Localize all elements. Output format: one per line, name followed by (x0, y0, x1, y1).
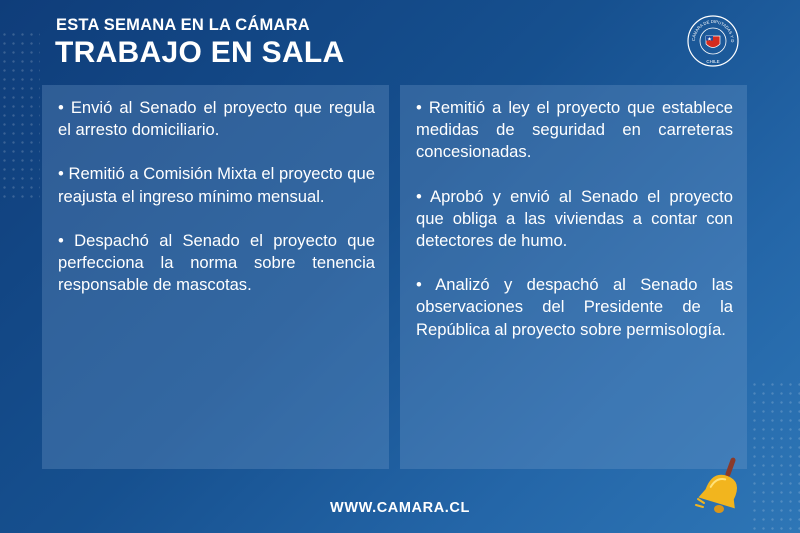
chamber-seal-icon (686, 14, 740, 68)
decorative-dots-left (0, 30, 40, 200)
svg-text:CÁMARA DE DIPUTADAS Y DIPUTADO: CÁMARA DE DIPUTADAS Y D (690, 18, 736, 43)
right-column-panel (400, 85, 747, 469)
bell-icon (692, 455, 748, 519)
list-item: • Aprobó y envió al Senado el proyecto que obliga a las viviendas a contar con detectores de humo. (416, 186, 733, 251)
page-title: TRABAJO EN SALA (55, 36, 345, 69)
header-kicker: ESTA SEMANA EN LA CÁMARA (56, 16, 310, 34)
list-item: • Remitió a Comisión Mixta el proyecto que reajusta el ingreso mínimo mensual. (58, 164, 375, 206)
list-item: • Envió al Senado el proyecto que regula el arresto domiciliario. (58, 98, 375, 140)
list-item: • Analizó y despachó al Senado las observaciones del Presidente de la República al proyecto sobre permisología. (416, 275, 733, 339)
list-item: • Despachó al Senado el proyecto que perfecciona la norma sobre tenencia responsable de mascotas. (58, 230, 375, 295)
footer-url: WWW.CAMARA.CL (330, 500, 470, 516)
svg-text:CHILE: CHILE (706, 59, 720, 64)
left-column-panel (42, 85, 389, 469)
list-item: • Remitió a ley el proyecto que establece medidas de seguridad en carreteras concesionadas. (416, 98, 733, 162)
